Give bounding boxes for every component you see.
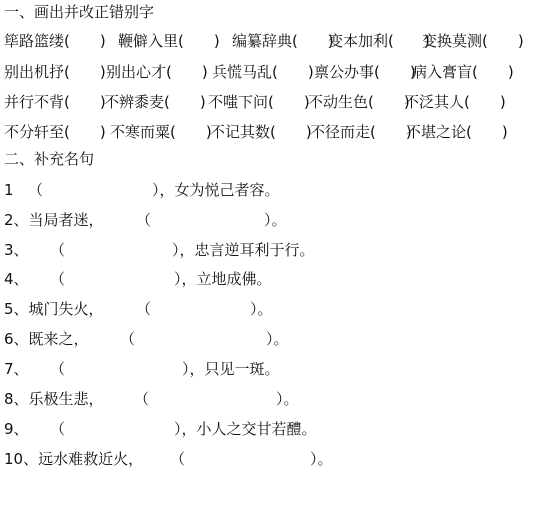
section-2-title: 二、补充名句 bbox=[4, 150, 95, 168]
word-item: 不嗤下问( ) bbox=[208, 93, 310, 111]
verse-text: ）。 bbox=[266, 330, 289, 348]
blank-open: （ bbox=[136, 211, 152, 229]
blank-open: （ bbox=[50, 360, 66, 378]
word-item: 变本加利( ) bbox=[328, 32, 430, 50]
word-item: 不径而走( ) bbox=[310, 123, 412, 141]
word-item: 病入膏盲( ) bbox=[412, 63, 514, 81]
verse-number: 7、 bbox=[4, 360, 29, 378]
word-item: 不泛其人( ) bbox=[404, 93, 506, 111]
verse-number: 3、 bbox=[4, 241, 29, 259]
word-item: 编纂辞典( ) bbox=[232, 32, 334, 50]
verse-text: ）。 bbox=[264, 211, 287, 229]
word-item: 别出心才( ) bbox=[106, 63, 208, 81]
verse-number: 9、 bbox=[4, 420, 29, 438]
word-item: 别出机抒( ) bbox=[4, 63, 106, 81]
blank-open: （ bbox=[134, 390, 150, 408]
verse-text: ）。 bbox=[310, 450, 333, 468]
verse-number: 4、 bbox=[4, 270, 29, 288]
word-item: 不辨黍麦( ) bbox=[104, 93, 206, 111]
section-1-title: 一、画出并改正错别字 bbox=[4, 3, 155, 21]
verse-number: 2、当局者迷， bbox=[4, 211, 104, 229]
blank-open: （ bbox=[170, 450, 186, 468]
verse-number: 5、城门失火， bbox=[4, 300, 104, 318]
word-item: 筚路篮缕( ) bbox=[4, 32, 106, 50]
word-item: 不记其数( ) bbox=[210, 123, 312, 141]
word-item: 鞭僻入里( ) bbox=[118, 32, 220, 50]
word-item: 并行不背( ) bbox=[4, 93, 106, 111]
word-item: 不分轩至( ) bbox=[4, 123, 106, 141]
verse-text: ）。 bbox=[276, 390, 299, 408]
word-item: 不寒而粟( ) bbox=[110, 123, 212, 141]
blank-open: （ bbox=[136, 300, 152, 318]
verse-text: ），女为悦己者容。 bbox=[152, 181, 280, 199]
verse-number: 8、乐极生悲， bbox=[4, 390, 104, 408]
verse-number: 1 bbox=[4, 181, 14, 199]
word-item: 不堪之论( ) bbox=[406, 123, 508, 141]
word-item: 兵慌马乱( ) bbox=[212, 63, 314, 81]
word-item: 禀公办事( ) bbox=[314, 63, 416, 81]
blank-open: （ bbox=[28, 181, 44, 199]
verse-text: ），小人之交甘若醴。 bbox=[174, 420, 317, 438]
word-item: 变换莫测( ) bbox=[422, 32, 524, 50]
blank-open: （ bbox=[120, 330, 136, 348]
verse-text: ），忠言逆耳利于行。 bbox=[172, 241, 315, 259]
blank-open: （ bbox=[50, 420, 66, 438]
blank-open: （ bbox=[50, 270, 66, 288]
blank-open: （ bbox=[50, 241, 66, 259]
verse-text: ）。 bbox=[250, 300, 273, 318]
verse-text: ），只见一斑。 bbox=[182, 360, 280, 378]
verse-number: 10、远水难救近火， bbox=[4, 450, 144, 468]
word-item: 不动生色( ) bbox=[308, 93, 410, 111]
verse-number: 6、既来之， bbox=[4, 330, 89, 348]
verse-text: ），立地成佛。 bbox=[174, 270, 272, 288]
